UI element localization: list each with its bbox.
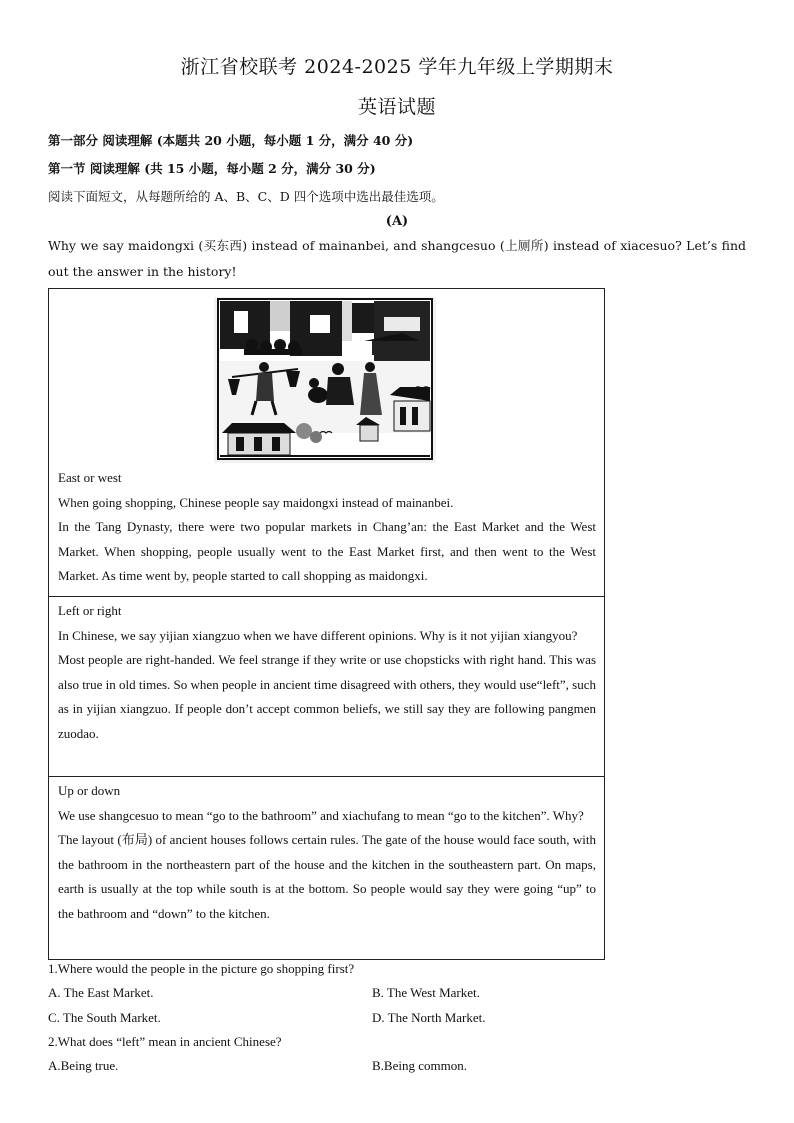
section-paragraph: The layout (布局) of ancient houses follows certain rules. The gate of the house would face south, with the bathroom in the northeastern part of the house and the kitchen in the southeastern part. On maps, earth is usually at the top while south is at the bottom. So people would say they were going “up” to the bathroom and “down” to the kitchen.	[58, 832, 596, 921]
section-instruction: 第一节 阅读理解 (共 15 小题，每小题 2 分，满分 30 分)	[48, 161, 376, 176]
part-instruction: 第一部分 阅读理解 (本题共 20 小题，每小题 1 分，满分 40 分)	[48, 133, 414, 148]
section-box-east-west	[48, 288, 605, 597]
option-a[interactable]: A. The East Market.	[48, 985, 154, 1000]
section-box-left-right	[48, 596, 605, 777]
passage-intro: Why we say maidongxi (买东西) instead of mainanbei, and shangcesuo (上厕所) instead of xiacesuo? Let’s find out the answer in the history!	[48, 238, 746, 279]
section-box-up-down	[48, 776, 605, 960]
question-stem: 2.What does “left” mean in ancient Chinese?	[48, 1034, 282, 1049]
ancient-market-scene-icon	[214, 297, 436, 463]
section-content	[58, 466, 596, 589]
section-content	[58, 779, 596, 926]
section-paragraph: When going shopping, Chinese people say maidongxi instead of mainanbei.	[58, 494, 454, 510]
option-b[interactable]: B. The West Market.	[372, 985, 480, 1000]
page-title: 浙江省校联考 2024-2025 学年九年级上学期期末	[180, 56, 614, 78]
directions: 阅读下面短文，从每题所给的 A、B、C、D 四个选项中选出最佳选项。	[48, 189, 444, 204]
section-heading: East or west	[58, 470, 122, 485]
option-b[interactable]: B.Being common.	[372, 1058, 467, 1073]
section-paragraph: Most people are right-handed. We feel strange if they write or use chopsticks with right hand. This was also true in old times. So when people in ancient time disagreed with others, they would use“left”, such as in yijian xiangzuo. If people don’t accept common beliefs, we still say they are following pangmen zuodao.	[58, 652, 596, 741]
question-stem: 1.Where would the people in the picture go shopping first?	[48, 961, 355, 976]
option-d[interactable]: D. The North Market.	[372, 1010, 486, 1025]
option-c[interactable]: C. The South Market.	[48, 1010, 161, 1025]
section-heading: Up or down	[58, 783, 121, 798]
section-paragraph: In Chinese, we say yijian xiangzuo when we have different opinions. Why is it not yijian xiangyou?	[58, 627, 578, 643]
section-content	[58, 599, 596, 746]
page-subtitle: 英语试题	[357, 96, 436, 118]
section-paragraph: We use shangcesuo to mean “go to the bathroom” and xiachufang to mean “go to the kitchen”. Why?	[58, 807, 584, 823]
option-a[interactable]: A.Being true.	[48, 1058, 119, 1073]
passage-label: (A)	[385, 214, 409, 229]
section-heading: Left or right	[58, 603, 122, 618]
section-paragraph: In the Tang Dynasty, there were two popular markets in Chang’an: the East Market and the West Market. When shopping, people usually went to the East Market first, and then went to the West Market. As time went by, people started to call shopping as maidongxi.	[58, 519, 596, 583]
